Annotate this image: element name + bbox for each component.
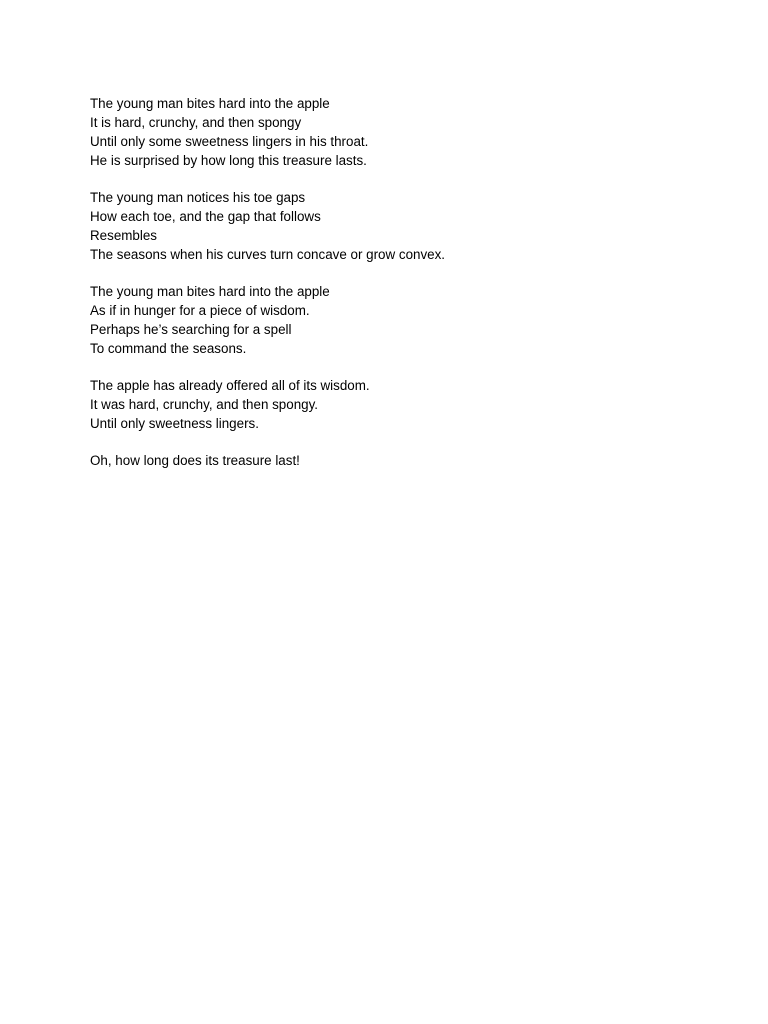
poem-line: The young man notices his toe gaps (90, 190, 306, 205)
poem-line: Perhaps he’s searching for a spell (90, 322, 292, 337)
poem-line: It is hard, crunchy, and then spongy (90, 115, 302, 130)
poem-line: Until only sweetness lingers. (90, 416, 259, 431)
poem-line: Resembles (90, 228, 157, 243)
poem-line: Oh, how long does its treasure last! (90, 453, 300, 468)
poem-line: The young man bites hard into the apple (90, 284, 330, 299)
poem-line: To command the seasons. (90, 341, 247, 356)
stanza-2 (90, 188, 710, 264)
poem-line: As if in hunger for a piece of wisdom. (90, 303, 310, 318)
poem-line: How each toe, and the gap that follows (90, 209, 321, 224)
poem-line: The apple has already offered all of its wisdom. (90, 378, 370, 393)
stanza-5 (90, 451, 710, 470)
stanza-3 (90, 282, 710, 358)
poem-line: The seasons when his curves turn concave or grow convex. (90, 247, 446, 262)
poem-line: He is surprised by how long this treasure lasts. (90, 153, 367, 168)
poem-line: Until only some sweetness lingers in his throat. (90, 134, 369, 149)
stanza-4 (90, 376, 710, 433)
stanza-1 (90, 94, 710, 170)
poem-line: It was hard, crunchy, and then spongy. (90, 397, 319, 412)
poem-body (90, 94, 710, 488)
poem-line: The young man bites hard into the apple (90, 96, 330, 111)
